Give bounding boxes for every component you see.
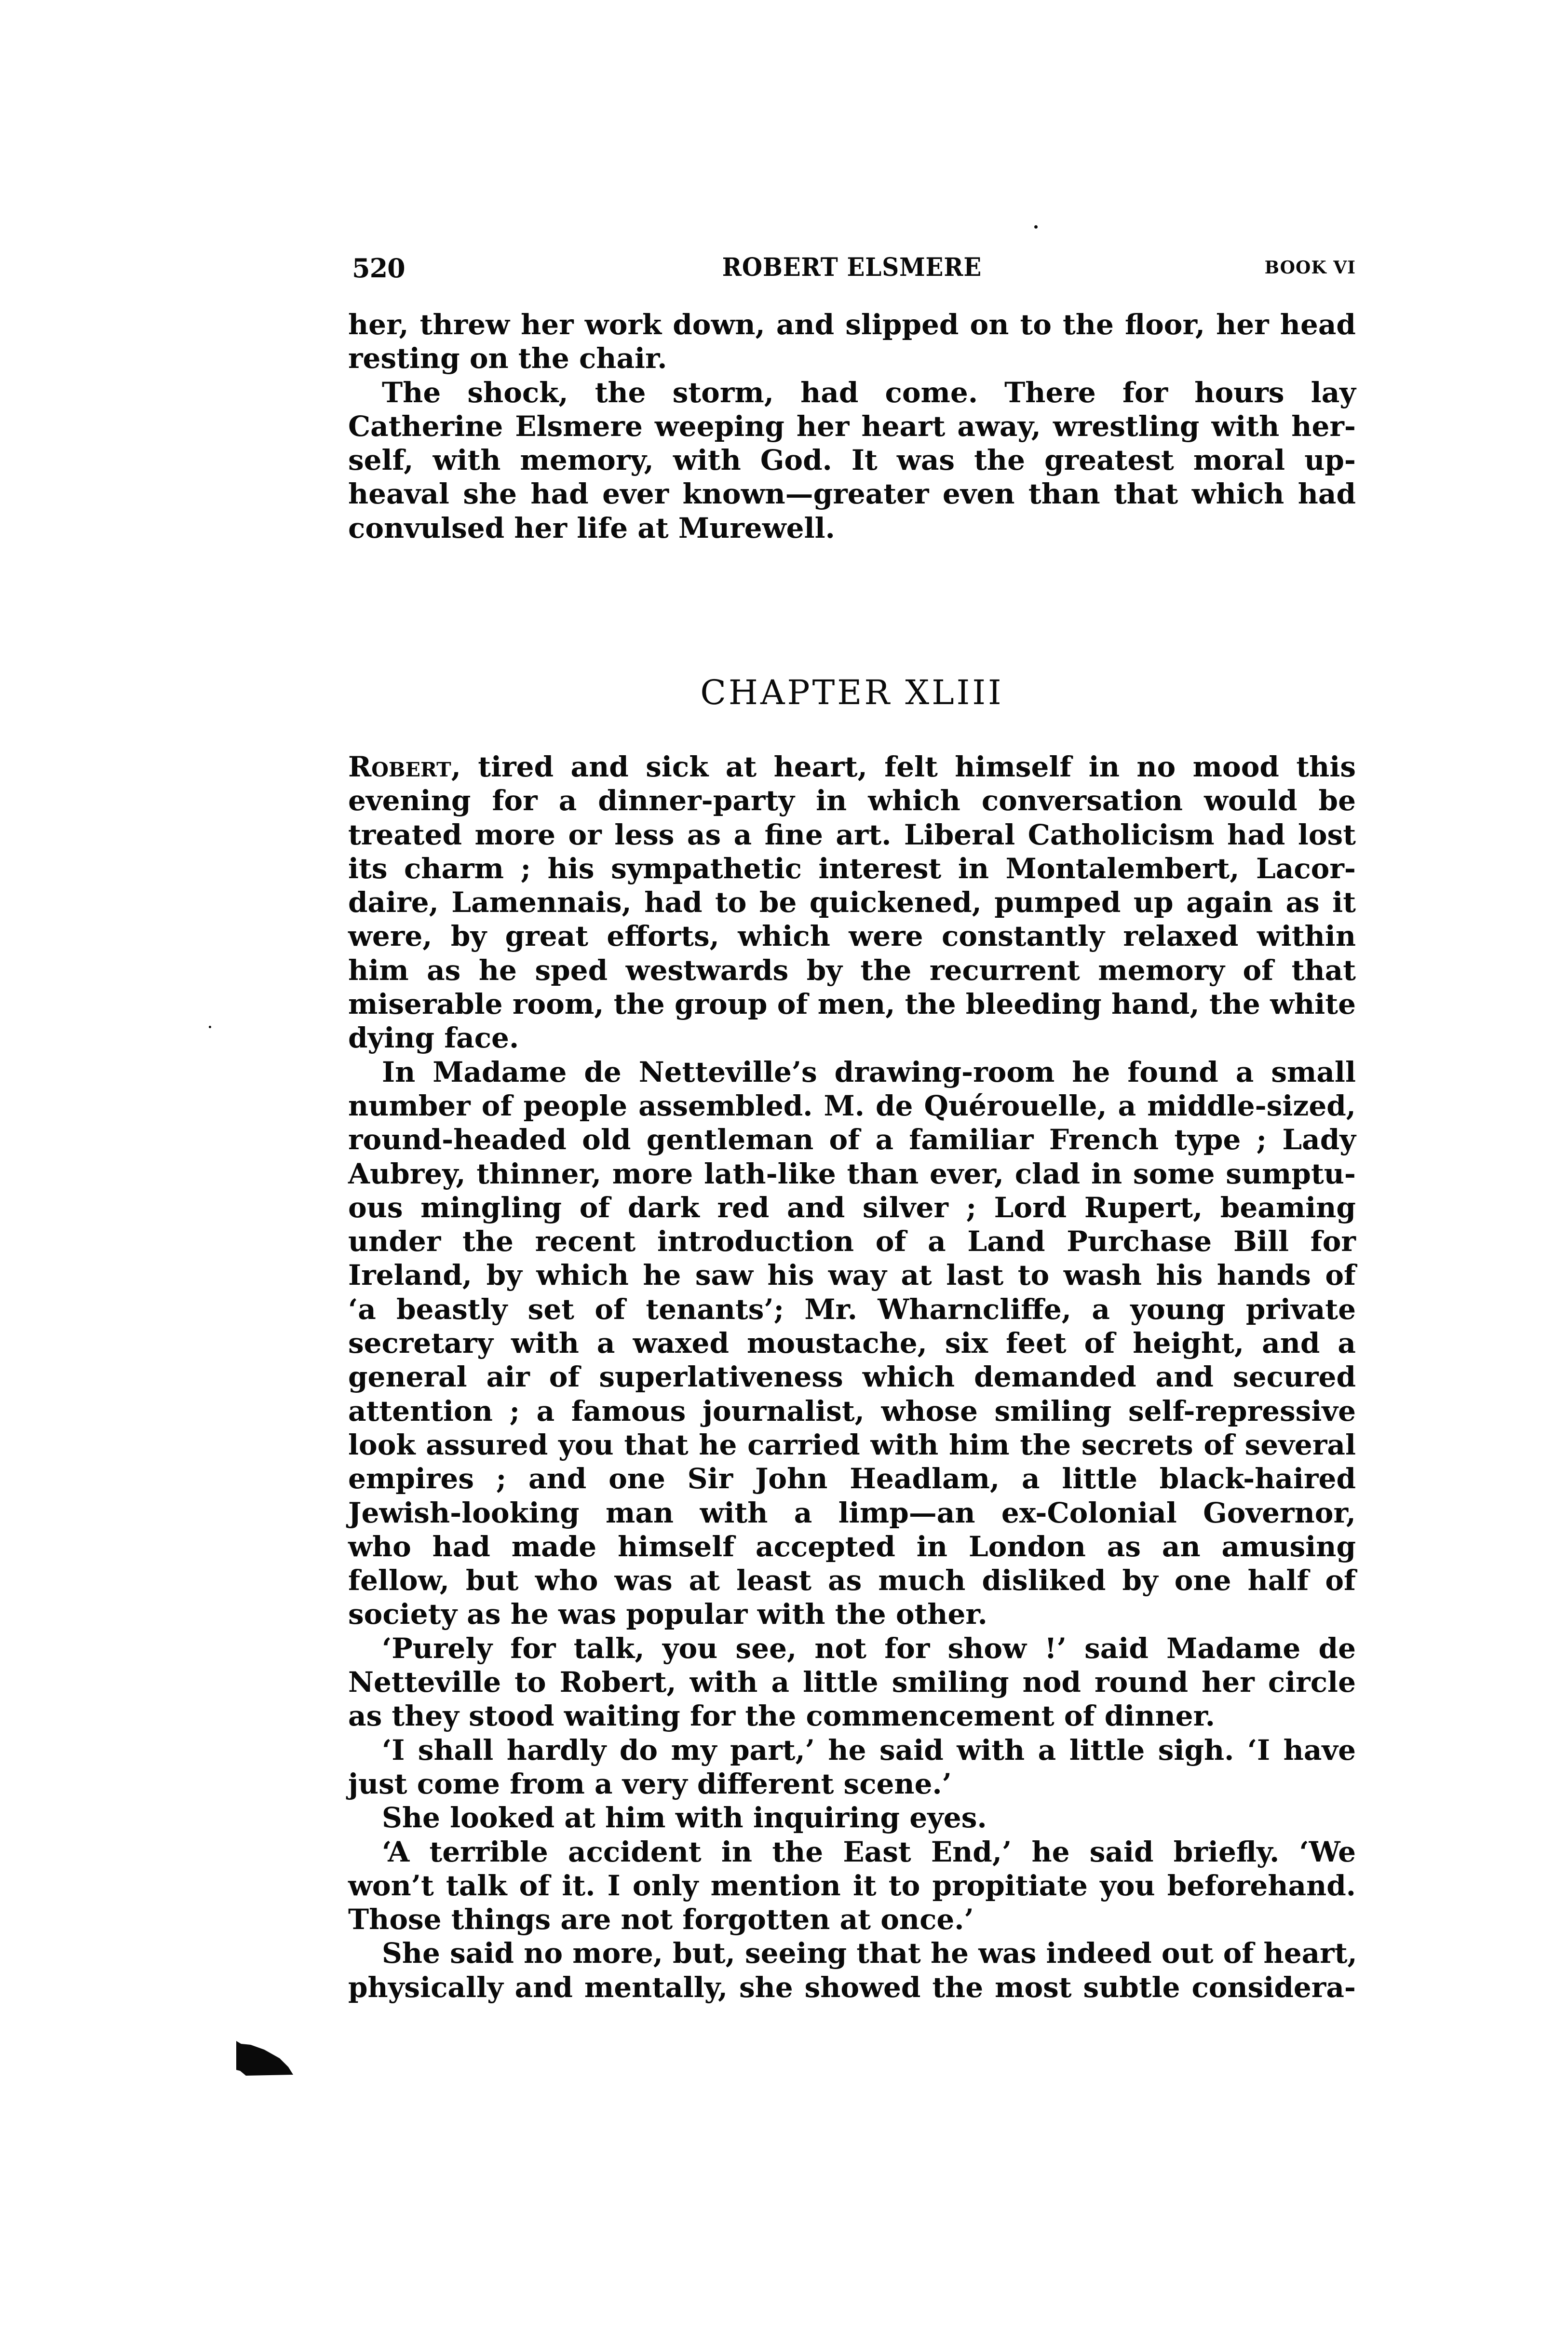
text-line (348, 750, 1356, 784)
running-head (348, 247, 1356, 286)
paragraph (348, 1835, 1356, 1937)
text-line: In Madame de Netteville’s drawing-room he found a small (382, 1055, 1356, 1088)
paragraph (348, 1631, 1356, 1733)
text-line-rest: , tired and sick at heart, felt himself in no mood this (451, 750, 1356, 783)
text-line: empires ; and one Sir John Headlam, a little black-haired (348, 1462, 1356, 1495)
text-line: self, with memory, with God. It was the greatest moral up- (348, 444, 1356, 477)
text-line: She said no more, but, seeing that he was indeed out of heart, (382, 1937, 1357, 1970)
text-line: look assured you that he carried with him the secrets of several (348, 1428, 1356, 1461)
ink-speck (209, 1026, 211, 1028)
scan-corner-mark-icon (236, 2041, 294, 2076)
text-line: Ireland, by which he saw his way at last to wash his hands of (348, 1259, 1356, 1292)
text-line: round-headed old gentleman of a familiar French type ; Lady (348, 1123, 1356, 1156)
text-line: general air of superlativeness which demanded and secured (348, 1360, 1356, 1394)
text-line: evening for a dinner-party in which conversation would be (348, 784, 1356, 817)
text-line: him as he sped westwards by the recurrent memory of that (348, 953, 1356, 987)
text-line: fellow, but who was at least as much disliked by one half of (348, 1564, 1356, 1597)
text-line: her, threw her work down, and slipped on to the floor, her head (348, 308, 1356, 341)
chapter-body (348, 750, 1356, 2004)
text-line: The shock, the storm, had come. There for hours lay (382, 376, 1356, 409)
text-line: ‘a beastly set of tenants’; Mr. Wharncliffe, a young private (348, 1292, 1356, 1326)
text-line: number of people assembled. M. de Quérouelle, a middle-sized, (348, 1089, 1356, 1122)
text-line: society as he was popular with the other. (348, 1598, 987, 1631)
book-section-label: BOOK VI (1264, 258, 1356, 278)
text-line: Aubrey, thinner, more lath-like than ever, clad in some sumptu- (348, 1157, 1356, 1190)
text-line: Netteville to Robert, with a little smiling nod round her circle (348, 1666, 1356, 1699)
text-line: attention ; a famous journalist, whose smiling self-repressive (348, 1394, 1356, 1428)
paragraph (348, 376, 1356, 545)
chapter-heading: CHAPTER XLIII (700, 673, 1004, 712)
text-line: won’t talk of it. I only mention it to propitiate you beforehand. (348, 1869, 1356, 1902)
paragraph (348, 750, 1356, 1055)
text-line: ‘A terrible accident in the East End,’ he said briefly. ‘We (382, 1835, 1356, 1868)
chapter-opening-word: Robert (348, 750, 451, 783)
text-line: ous mingling of dark red and silver ; Lord Rupert, beaming (348, 1191, 1356, 1224)
paragraph (348, 308, 1356, 376)
text-line: as they stood waiting for the commencement of dinner. (348, 1699, 1215, 1733)
text-line: miserable room, the group of men, the bleeding hand, the white (348, 988, 1356, 1021)
text-line: treated more or less as a fine art. Liberal Catholicism had lost (348, 818, 1356, 851)
text-line: its charm ; his sympathetic interest in Montalembert, Lacor- (348, 852, 1356, 885)
text-line: convulsed her life at Murewell. (348, 511, 835, 544)
text-line: Jewish-looking man with a limp—an ex-Colonial Governor, (348, 1496, 1356, 1529)
text-line: She looked at him with inquiring eyes. (382, 1801, 987, 1835)
text-line: dying face. (348, 1021, 519, 1055)
continued-text (348, 308, 1356, 545)
paragraph (348, 1936, 1356, 2004)
text-line: just come from a very different scene.’ (348, 1767, 952, 1800)
text-line: daire, Lamennais, had to be quickened, pumped up again as it (348, 886, 1356, 919)
text-line: under the recent introduction of a Land Purchase Bill for (348, 1225, 1356, 1258)
paragraph (348, 1801, 1356, 1835)
text-line: ‘I shall hardly do my part,’ he said with a little sigh. ‘I have (382, 1733, 1356, 1767)
text-line: physically and mentally, she showed the most subtle considera- (348, 1971, 1356, 2004)
text-line: resting on the chair. (348, 342, 667, 375)
text-line: ‘Purely for talk, you see, not for show !’ said Madame de (382, 1631, 1356, 1665)
running-title: ROBERT ELSMERE (722, 253, 982, 282)
paragraph (348, 1055, 1356, 1631)
text-line: were, by great efforts, which were constantly relaxed within (348, 920, 1356, 953)
text-line: secretary with a waxed moustache, six feet of height, and a (348, 1327, 1356, 1360)
text-line: Catherine Elsmere weeping her heart away, wrestling with her- (348, 409, 1356, 443)
ink-speck (1034, 225, 1038, 229)
text-line: heaval she had ever known—greater even than that which had (348, 477, 1356, 511)
paragraph (348, 1733, 1356, 1801)
text-line: Those things are not forgotten at once.’ (348, 1903, 974, 1936)
page-number: 520 (352, 253, 405, 284)
text-line: who had made himself accepted in London as an amusing (348, 1530, 1356, 1563)
